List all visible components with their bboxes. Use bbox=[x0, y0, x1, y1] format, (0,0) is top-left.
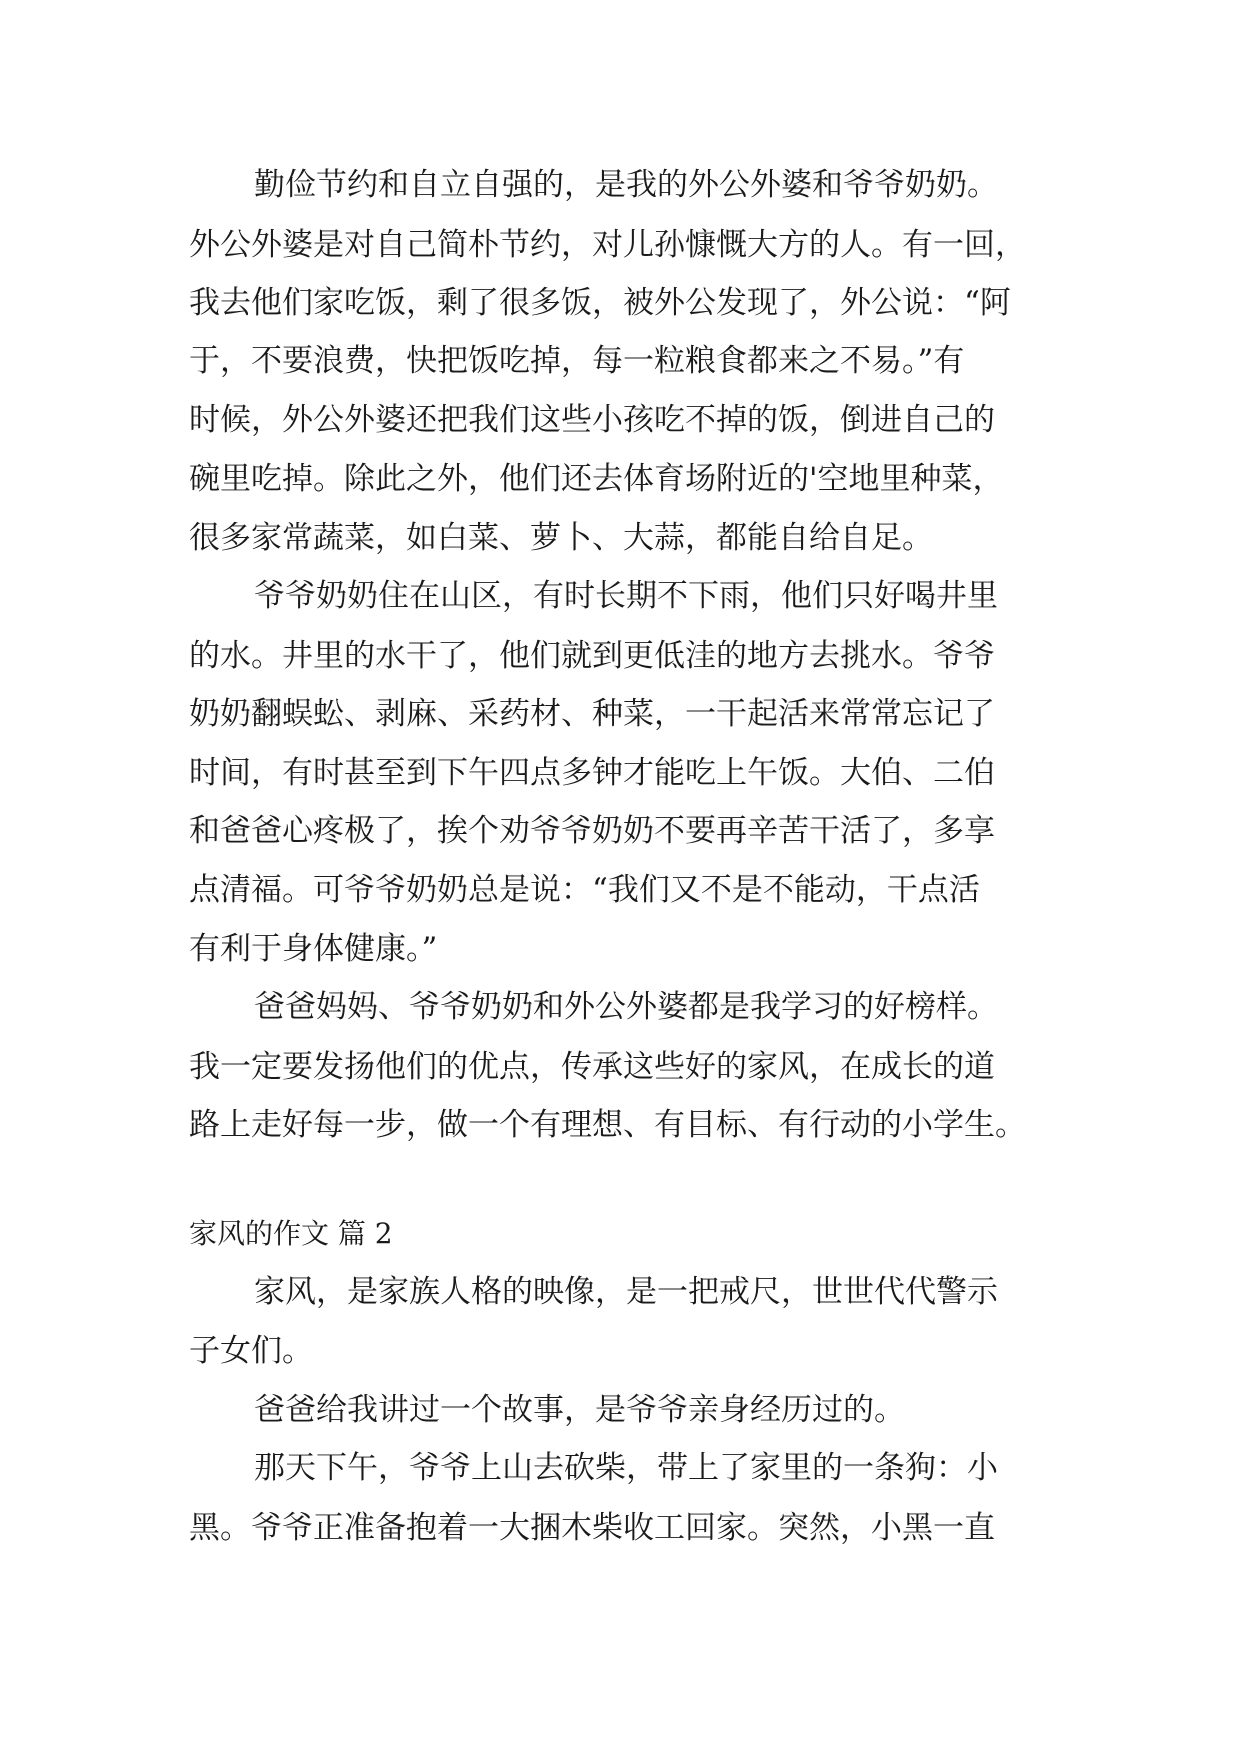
paragraph-3-line-1: 爸爸妈妈、爷爷奶奶和外公外婆都是我学习的好榜样。 bbox=[254, 989, 998, 1025]
paragraph-2-line-6: 点清福。可爷爷奶奶总是说：“我们又不是不能动，干点活 bbox=[189, 872, 980, 908]
paragraph-1-line-4: 于，不要浪费，快把饭吃掉，每一粒粮食都来之不易。”有 bbox=[189, 343, 965, 379]
paragraph-1-line-2: 外公外婆是对自己简朴节约，对儿孙慷慨大方的人。有一回， bbox=[189, 227, 1026, 263]
paragraph-2-line-5: 和爸爸心疼极了，挨个劝爷爷奶奶不要再辛苦干活了，多享 bbox=[189, 813, 995, 849]
paragraph-6-line-2: 黑。爷爷正准备抱着一大捆木柴收工回家。突然，小黑一直 bbox=[189, 1510, 995, 1546]
paragraph-2-line-3: 奶奶翻蜈蚣、剥麻、采药材、种菜，一干起活来常常忘记了 bbox=[189, 696, 995, 732]
paragraph-2-line-7: 有利于身体健康。” bbox=[189, 931, 438, 967]
paragraph-4-line-1: 家风，是家族人格的映像，是一把戒尺，世世代代警示 bbox=[254, 1274, 998, 1310]
paragraph-1-line-6: 碗里吃掉。除此之外，他们还去体育场附近的'空地里种菜， bbox=[189, 461, 1004, 497]
paragraph-2-line-2: 的水。井里的水干了，他们就到更低洼的地方去挑水。爷爷 bbox=[189, 638, 995, 674]
paragraph-1-line-3: 我去他们家吃饭，剩了很多饭，被外公发现了，外公说：“阿 bbox=[189, 285, 1011, 321]
paragraph-3-line-3: 路上走好每一步，做一个有理想、有目标、有行动的小学生。 bbox=[189, 1107, 1026, 1143]
paragraph-1-line-7: 很多家常蔬菜，如白菜、萝卜、大蒜，都能自给自足。 bbox=[189, 520, 933, 556]
paragraph-6-line-1: 那天下午，爷爷上山去砍柴，带上了家里的一条狗：小 bbox=[254, 1450, 998, 1486]
paragraph-4-line-2: 子女们。 bbox=[189, 1333, 313, 1369]
paragraph-2-line-4: 时间，有时甚至到下午四点多钟才能吃上午饭。大伯、二伯 bbox=[189, 755, 995, 791]
paragraph-3-line-2: 我一定要发扬他们的优点，传承这些好的家风，在成长的道 bbox=[189, 1049, 995, 1085]
paragraph-1-line-1: 勤俭节约和自立自强的，是我的外公外婆和爷爷奶奶。 bbox=[254, 167, 998, 203]
paragraph-1-line-5: 时候，外公外婆还把我们这些小孩吃不掉的饭，倒进自己的 bbox=[189, 402, 995, 438]
paragraph-5-line-1: 爸爸给我讲过一个故事，是爷爷亲身经历过的。 bbox=[254, 1392, 905, 1428]
section-heading: 家风的作文 篇 2 bbox=[189, 1217, 393, 1250]
paragraph-2-line-1: 爷爷奶奶住在山区，有时长期不下雨，他们只好喝井里 bbox=[254, 578, 998, 614]
